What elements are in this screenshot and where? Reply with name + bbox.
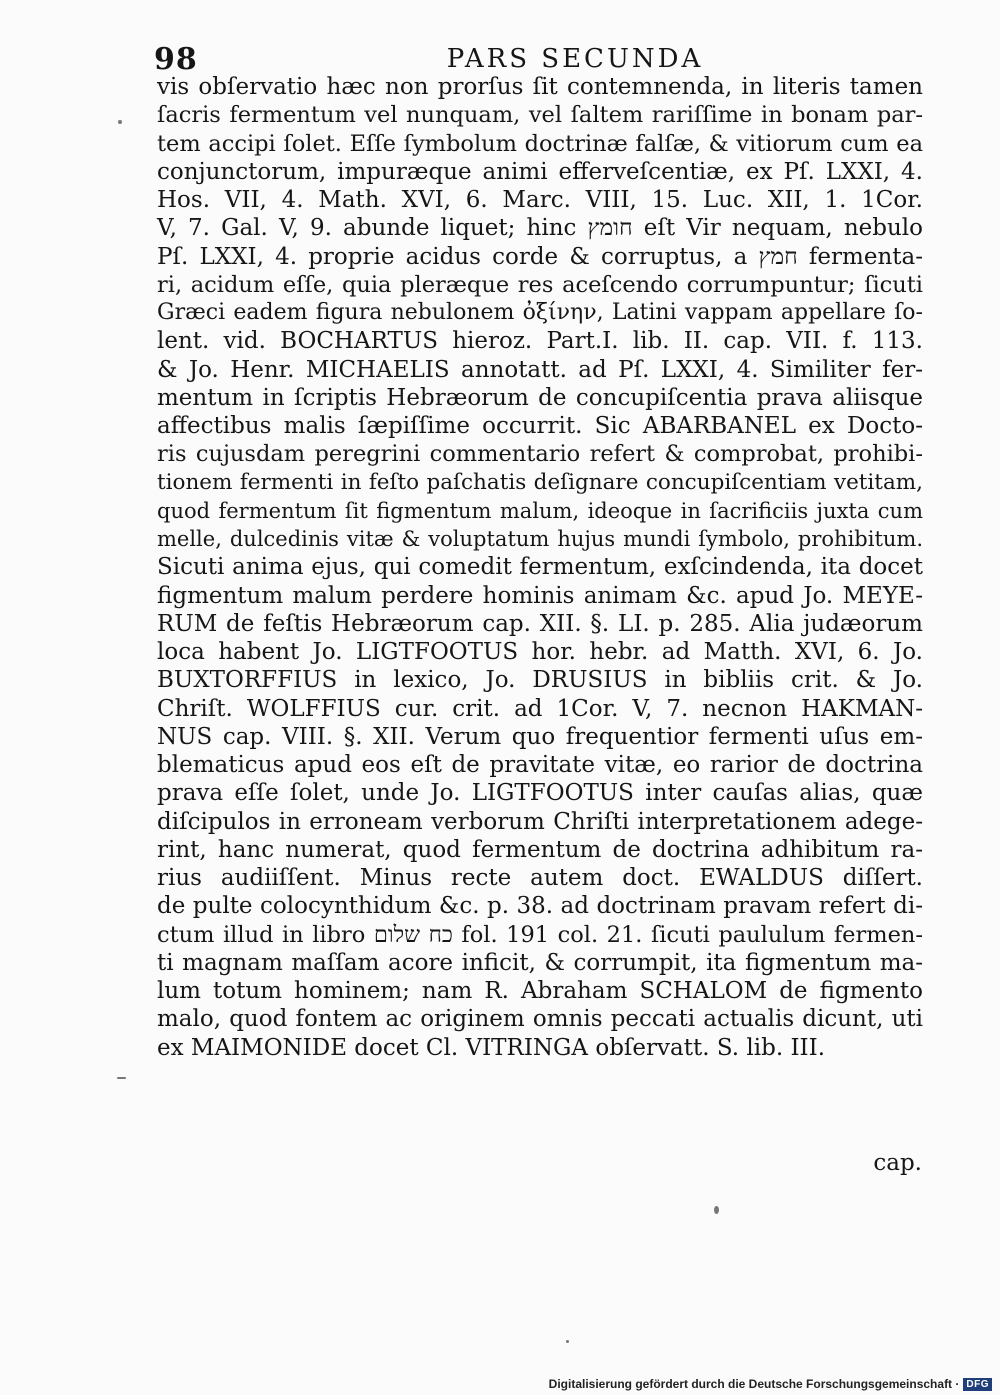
text-line: NUS cap. VIII. §. XII. Verum quo frequentior fermenti uſus em-: [157, 723, 923, 750]
text-line: malo, quod fontem ac originem omnis peccati actualis dicunt, uti: [157, 1006, 923, 1033]
text-line: ri, acidum eſſe, quia pleræque res aceſcendo corrumpuntur; ſicuti: [157, 271, 923, 298]
text-line: blematicus apud eos eſt de pravitate vitæ, eo rarior de doctrina: [157, 752, 923, 778]
text-line: tem accipi ſolet. Eſſe ſymbolum doctrinæ falſæ, & vitiorum cum ea: [157, 130, 923, 157]
text-line: & Jo. Henr. MICHAELIS annotatt. ad Pſ. LXXI, 4. Similiter fer-: [157, 356, 923, 383]
text-line: figmentum malum perdere hominis animam &c. apud Jo. MEYE-: [157, 582, 923, 609]
text-line: rius audiiſſent. Minus recte autem doct. EWALDUS diſſert.: [157, 865, 923, 891]
text-line: ris cujusdam peregrini commentario refert & comprobat, prohibi-: [157, 441, 923, 468]
text-line: Græci eadem figura nebulonem ὀξίνην, Latini vappam appellare ſo-: [157, 300, 923, 325]
text-line: tionem fermenti in feſto paſchatis deſignare concupiſcentiam vetitam,: [157, 469, 923, 495]
page-header: [150, 40, 930, 76]
text-line: ſacris fermentum vel nunquam, vel ſaltem rariſſime in bonam par-: [157, 102, 923, 129]
text-line: lum totum hominem; nam R. Abraham SCHALOM de figmento: [157, 978, 923, 1004]
text-line: ctum illud in libro כח שלום fol. 191 col. 21. ſicuti paululum fermen-: [157, 921, 923, 948]
text-line: lent. vid. BOCHARTUS hieroz. Part.I. lib. II. cap. VII. f. 113.: [157, 328, 923, 355]
text-line: diſcipulos in erroneam verborum Chriſti interpretationem adege-: [157, 808, 923, 835]
text-line: ti magnam maſſam acore inficit, & corrumpit, ita figmentum ma-: [157, 949, 923, 976]
text-line: loca habent Jo. LIGTFOOTUS hor. hebr. ad Matth. XVI, 6. Jo.: [157, 639, 923, 665]
text-line: conjunctorum, impuræque animi efferveſcentiæ, ex Pſ. LXXI, 4.: [157, 158, 923, 185]
text-line: Pſ. LXXI, 4. proprie acidus corde & corruptus, a חמץ fermenta-: [157, 243, 923, 270]
text-line: quod fermentum ſit figmentum malum, ideoque in ſacrificiis juxta cum: [157, 498, 923, 523]
running-head: PARS SECUNDA: [446, 44, 704, 74]
text-line: Chriſt. WOLFFIUS cur. crit. ad 1Cor. V, 7. necnon HAKMAN-: [157, 695, 923, 722]
text-line: prava eſſe ſolet, unde Jo. LIGTFOOTUS inter cauſas alias, quæ: [157, 780, 923, 807]
paper-speck: [566, 1340, 569, 1343]
digitization-credit: [549, 1377, 992, 1391]
body-text: [157, 73, 923, 1062]
text-line: de pulte colocynthidum &c. p. 38. ad doctrinam pravam refert di-: [157, 893, 923, 920]
text-line: V, 7. Gal. V, 9. abunde liquet; hinc חומץ eſt Vir nequam, nebulo: [157, 215, 923, 242]
paper-speck: [118, 120, 122, 124]
text-line: mentum in ſcriptis Hebræorum de concupiſcentia prava aliisque: [157, 384, 923, 411]
catchword: cap.: [873, 1150, 922, 1176]
text-line: affectibus malis ſæpiſſime occurrit. Sic ABARBANEL ex Docto-: [157, 413, 923, 439]
text-line: RUM de feſtis Hebræorum cap. XII. §. LI. p. 285. Alia judæorum: [157, 610, 923, 637]
text-line: BUXTORFFIUS in lexico, Jo. DRUSIUS in bibliis crit. & Jo.: [157, 667, 923, 694]
page-number: 98: [154, 42, 198, 77]
text-line: rint, hanc numerat, quod fermentum de doctrina adhibitum ra-: [157, 836, 923, 863]
text-line: ex MAIMONIDE docet Cl. VITRINGA obſervatt. S. lib. III.: [157, 1034, 826, 1061]
text-line: Sicuti anima ejus, qui comedit fermentum, exſcindenda, ita docet: [157, 554, 923, 581]
text-line: Hos. VII, 4. Math. XVI, 6. Marc. VIII, 15. Luc. XII, 1. 1Cor.: [157, 187, 923, 213]
credit-text: Digitalisierung gefördert durch die Deutsche Forschungsgemeinschaft ·: [548, 1377, 960, 1391]
margin-mark: [117, 1077, 126, 1079]
text-line: vis obſervatio hæc non prorſus ſit contemnenda, in literis tamen: [157, 74, 923, 100]
dfg-logo: DFG: [963, 1378, 992, 1391]
paper-speck: [714, 1206, 719, 1214]
text-line: melle, dulcedinis vitæ & voluptatum hujus mundi ſymbolo, prohibitum.: [157, 527, 923, 551]
